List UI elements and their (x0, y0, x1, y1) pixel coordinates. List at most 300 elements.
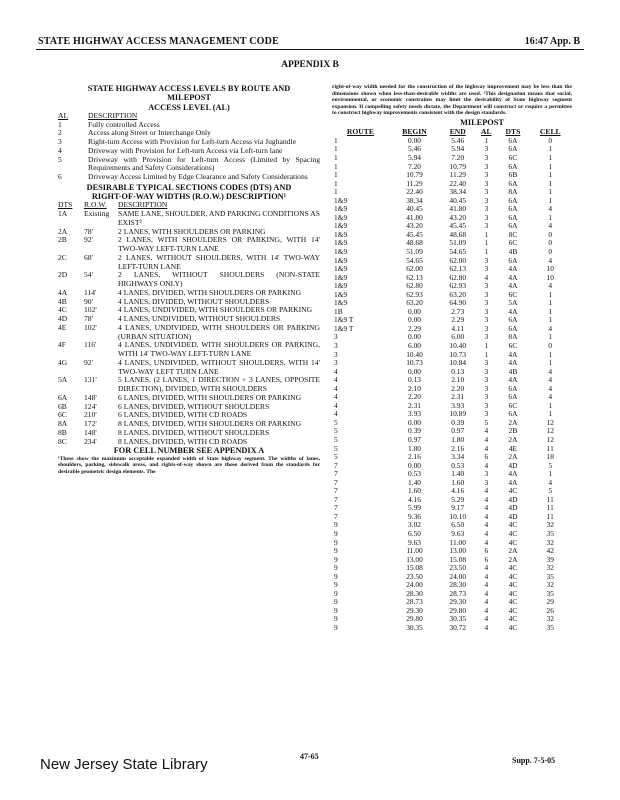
milepost-cell-cell: 35 (546, 529, 554, 539)
milepost-route-cell: 9 (334, 563, 338, 573)
milepost-al-cell: 4 (484, 537, 489, 547)
milepost-end-cell: 10.84 (449, 358, 467, 368)
milepost-dts-cell: 2A (508, 435, 518, 444)
header-rule (36, 49, 584, 50)
row-width: 124' (84, 401, 97, 411)
milepost-dts-cell: 4C (508, 520, 518, 530)
milepost-begin-cell: 6.00 (408, 340, 421, 350)
row-width: 78' (84, 226, 93, 236)
milepost-cell-cell: 5 (548, 486, 553, 496)
milepost-begin-cell: 24.00 (406, 580, 423, 590)
milepost-end-cell: 2.31 (451, 392, 465, 402)
milepost-route-cell: 4 (334, 409, 338, 419)
milepost-end-cell: 30.35 (449, 614, 467, 624)
milepost-dts-cell: 4B (508, 366, 518, 376)
milepost-al-cell: 3 (484, 170, 489, 180)
milepost-end-cell: 11.00 (449, 537, 466, 547)
milepost-route-cell: 1&9 (334, 212, 348, 222)
milepost-dts-cell: 6A (508, 392, 518, 402)
milepost-al-cell: 3 (484, 477, 489, 487)
milepost-begin-cell: 11.29 (406, 178, 423, 188)
milepost-route-cell: 9 (334, 554, 338, 564)
row-width: 210' (84, 410, 97, 420)
milepost-end-cell: 41.80 (449, 204, 467, 214)
milepost-dts-cell: 4E (508, 443, 518, 453)
milepost-col-header: CELL (539, 127, 561, 137)
milepost-route-cell: 1 (334, 170, 338, 180)
milepost-end-cell: 40.45 (449, 195, 467, 205)
section-description: 4 LANES, UNDIVIDED, WITH SHOULDERS OR PARKING (URBAN SITUATION) (118, 322, 320, 341)
row-width: Existing (84, 209, 110, 219)
milepost-dts-cell: 4A (508, 281, 518, 291)
milepost-end-cell: 54.65 (449, 246, 467, 256)
milepost-cell-cell: 1 (548, 469, 553, 479)
milepost-al-cell: 3 (484, 281, 489, 291)
milepost-route-cell: 9 (334, 537, 338, 547)
milepost-route-cell: 4 (334, 366, 338, 376)
milepost-end-cell: 2.16 (451, 443, 465, 453)
milepost-route-cell: 5 (334, 452, 338, 462)
section-description: 4 LANES, UNDIVIDED, WITHOUT SHOULDERS, WITH 14' TWO-WAY LEFT TURN LANE (118, 357, 320, 376)
milepost-cell-cell: 1 (548, 144, 553, 154)
milepost-end-cell: 10.89 (449, 409, 467, 419)
milepost-end-cell: 62.00 (449, 255, 467, 265)
milepost-dts-cell: 4D (508, 460, 518, 470)
milepost-dts-cell: 4D (508, 511, 518, 521)
row-width: 78' (84, 314, 93, 324)
milepost-dts-cell: 4A (508, 358, 518, 368)
milepost-row (332, 624, 572, 633)
milepost-dts-cell: 6A (508, 178, 518, 188)
milepost-dts-cell: 6C (508, 400, 518, 410)
milepost-route-cell: 4 (334, 400, 338, 410)
row-width: 148' (84, 427, 97, 437)
access-level-description: Fully controlled Access (88, 119, 160, 129)
milepost-cell-cell: 1 (548, 332, 553, 342)
milepost-dts-cell: 6C (508, 340, 518, 350)
milepost-dts-cell: 6A (508, 323, 518, 333)
row-col-header: R.O.W. (84, 200, 107, 210)
milepost-begin-cell: 5.46 (408, 144, 421, 154)
milepost-al-cell: 4 (484, 529, 489, 539)
milepost-end-cell: 4.16 (451, 486, 465, 496)
milepost-dts-cell: 8A (508, 187, 518, 197)
milepost-dts-cell: 4C (508, 486, 518, 496)
milepost-begin-cell: 0.00 (408, 366, 421, 376)
milepost-begin-cell: 13.00 (406, 554, 423, 564)
milepost-end-cell: 22.40 (449, 178, 467, 188)
milepost-al-cell: 1 (484, 349, 489, 359)
milepost-dts-cell: 4A (508, 477, 518, 487)
footer-page-number: 47-65 (300, 752, 319, 761)
milepost-al-cell: 3 (484, 375, 489, 385)
milepost-route-cell: 1 (334, 152, 338, 162)
milepost-begin-cell: 0.00 (408, 417, 421, 427)
milepost-al-cell: 4 (484, 614, 489, 624)
milepost-dts-cell: 4C (508, 529, 518, 539)
dts-code: 4G (58, 357, 68, 367)
milepost-route-cell: 1&9 (334, 229, 348, 239)
milepost-al-cell: 4 (484, 426, 489, 436)
milepost-cell-cell: 42 (546, 546, 554, 556)
milepost-begin-cell: 29.30 (406, 605, 423, 615)
milepost-end-cell: 43.20 (449, 212, 467, 222)
typical-section-row (58, 359, 320, 377)
milepost-cell-cell: 32 (546, 563, 554, 573)
access-level-code: 4 (58, 145, 62, 155)
milepost-route-cell: 3 (334, 349, 338, 359)
milepost-al-cell: 3 (484, 161, 489, 171)
milepost-begin-cell: 10.79 (406, 170, 423, 180)
milepost-dts-cell: 2A (508, 554, 518, 564)
dts-code: 4A (58, 287, 68, 297)
milepost-route-cell: 9 (334, 520, 338, 530)
row-width: 234' (84, 436, 97, 446)
milepost-dts-cell: 6A (508, 221, 518, 231)
milepost-cell-cell: 4 (548, 477, 553, 487)
milepost-al-cell: 4 (484, 623, 489, 633)
milepost-end-cell: 2.29 (451, 315, 465, 325)
milepost-cell-cell: 10 (546, 264, 554, 274)
milepost-al-cell: 3 (484, 204, 489, 214)
milepost-end-cell: 0.13 (451, 366, 465, 376)
milepost-end-cell: 2.20 (451, 383, 465, 393)
milepost-al-cell: 4 (484, 563, 489, 573)
milepost-begin-cell: 15.08 (406, 563, 423, 573)
dts-code: 4D (58, 314, 68, 324)
milepost-route-cell: 1&9 (334, 289, 348, 299)
milepost-al-cell: 4 (484, 605, 489, 615)
milepost-route-cell: 1&9 T (334, 323, 354, 333)
footer-supplement: Supp. 7-5-05 (512, 756, 556, 765)
milepost-begin-cell: 1.60 (408, 486, 421, 496)
milepost-begin-cell: 10.40 (406, 349, 423, 359)
row-width: 90' (84, 296, 93, 306)
milepost-begin-cell: 45.45 (406, 229, 423, 239)
milepost-cell-cell: 4 (548, 375, 553, 385)
milepost-route-cell: 9 (334, 614, 338, 624)
milepost-cell-cell: 4 (548, 255, 553, 265)
milepost-route-cell: 9 (334, 580, 338, 590)
milepost-end-cell: 28.73 (449, 588, 467, 598)
milepost-dts-cell: 6A (508, 161, 518, 171)
milepost-cell-cell: 12 (546, 417, 554, 427)
milepost-al-cell: 1 (484, 246, 489, 256)
dts-code: 2A (58, 226, 68, 236)
milepost-route-cell: 7 (334, 486, 338, 496)
milepost-dts-cell: 6A (508, 195, 518, 205)
milepost-al-cell: 3 (484, 289, 489, 299)
milepost-end-cell: 6.50 (451, 520, 465, 530)
milepost-dts-cell: 6A (508, 383, 518, 393)
running-header-section: 16:47 App. B (524, 36, 580, 47)
milepost-end-cell: 29.30 (449, 597, 467, 607)
milepost-end-cell: 45.45 (449, 221, 467, 231)
milepost-begin-cell: 1.80 (408, 443, 421, 453)
row-width: 92' (84, 235, 93, 245)
dts-code: 8C (58, 436, 67, 446)
milepost-dts-cell: 6A (508, 204, 518, 214)
milepost-cell-cell: 1 (548, 409, 553, 419)
milepost-route-cell: 5 (334, 435, 338, 444)
milepost-begin-cell: 28.30 (406, 588, 423, 598)
al-col-header: AL (58, 110, 69, 120)
section-description: 8 LANES, DIVIDED, WITHOUT SHOULDERS (118, 427, 270, 437)
milepost-dts-cell: 2A (508, 417, 518, 427)
dts-desc-col-header: DESCRIPTION (118, 200, 168, 210)
footer-library: New Jersey State Library (40, 756, 208, 773)
milepost-cell-cell: 1 (548, 289, 553, 299)
milepost-begin-cell: 43.20 (406, 221, 423, 231)
milepost-end-cell: 6.00 (451, 332, 465, 342)
milepost-route-cell: 1&9 T (334, 315, 354, 325)
milepost-table (332, 128, 572, 632)
milepost-end-cell: 48.68 (449, 229, 467, 239)
milepost-end-cell: 0.39 (451, 417, 465, 427)
milepost-al-cell: 3 (484, 152, 489, 162)
section-description: 2 LANES, WITH SHOULDERS OR PARKING, WITH 14' TWO-WAY LEFT-TURN LANE (118, 235, 320, 254)
section-description: 4 LANES, UNDIVIDED, WITH SHOULDERS OR PARKING, WITH 14' TWO-WAY LEFT-TURN LANE (118, 340, 320, 359)
milepost-dts-cell: 6A (508, 315, 518, 325)
milepost-al-cell: 3 (484, 195, 489, 205)
milepost-end-cell: 5.29 (451, 494, 465, 504)
milepost-al-cell: 3 (484, 264, 489, 274)
typical-section-row (58, 254, 320, 272)
milepost-route-cell: 7 (334, 469, 338, 479)
milepost-end-cell: 3.93 (451, 400, 465, 410)
milepost-cell-cell: 4 (548, 323, 553, 333)
milepost-cell-cell: 35 (546, 571, 554, 581)
milepost-end-cell: 2.73 (451, 306, 465, 316)
milepost-al-cell: 4 (484, 435, 489, 444)
milepost-route-cell: 9 (334, 623, 338, 633)
milepost-route-cell: 1 (334, 161, 338, 171)
milepost-col-header: END (449, 127, 466, 137)
milepost-end-cell: 23.50 (449, 563, 467, 573)
milepost-begin-cell: 62.13 (406, 272, 423, 282)
row-width: 114' (84, 287, 97, 297)
milepost-al-cell: 3 (484, 187, 489, 197)
section-description: 6 LANES, DIVIDED, WITH SHOULDERS OR PARKING (118, 392, 302, 402)
milepost-begin-cell: 2.10 (408, 383, 421, 393)
milepost-al-cell: 4 (484, 503, 489, 513)
milepost-end-cell: 1.80 (451, 435, 465, 444)
section-description: 4 LANES, DIVIDED, WITH SHOULDERS OR PARKING (118, 287, 302, 297)
milepost-dts-cell: 6C (508, 289, 518, 299)
milepost-dts-cell: 4C (508, 614, 518, 624)
milepost-title: MILEPOST (460, 117, 504, 127)
milepost-cell-cell: 32 (546, 580, 554, 590)
milepost-dts-cell: 6A (508, 255, 518, 265)
milepost-dts-cell: 6C (508, 238, 518, 248)
access-level-row (58, 173, 320, 182)
milepost-cell-cell: 0 (548, 229, 553, 239)
milepost-route-cell: 7 (334, 511, 338, 521)
milepost-begin-cell: 3.02 (408, 520, 421, 530)
access-level-description: Driveway with Provision for Left-turn Access via Left-turn lane (88, 145, 283, 155)
milepost-cell-cell: 1 (548, 161, 553, 171)
milepost-end-cell: 3.34 (451, 452, 465, 462)
section-description: 6 LANES, DIVIDED, WITHOUT SHOULDERS (118, 401, 270, 411)
milepost-dts-cell: 4A (508, 272, 518, 282)
milepost-al-cell: 3 (484, 469, 489, 479)
milepost-cell-cell: 32 (546, 614, 554, 624)
milepost-route-cell: 1&9 (334, 272, 348, 282)
milepost-end-cell: 13.00 (449, 546, 467, 556)
milepost-al-cell: 3 (484, 298, 489, 308)
milepost-al-cell: 6 (484, 554, 489, 564)
milepost-dts-cell: 4A (508, 349, 518, 359)
milepost-al-cell: 4 (484, 580, 489, 590)
access-level-code: 3 (58, 137, 62, 147)
typical-section-row (58, 341, 320, 359)
milepost-cell-cell: 4 (548, 221, 553, 231)
milepost-dts-cell: 8A (508, 332, 518, 342)
milepost-begin-cell: 30.35 (406, 623, 423, 633)
milepost-al-cell: 3 (484, 332, 489, 342)
milepost-route-cell: 7 (334, 477, 338, 487)
milepost-route-cell: 1&9 (334, 255, 348, 265)
milepost-end-cell: 62.93 (449, 281, 467, 291)
milepost-al-cell: 3 (484, 366, 489, 376)
row-width: 116' (84, 340, 97, 350)
milepost-route-cell: 9 (334, 588, 338, 598)
milepost-begin-cell: 5.94 (408, 152, 421, 162)
milepost-end-cell: 24.00 (449, 571, 467, 581)
right-column (332, 84, 572, 633)
milepost-cell-cell: 11 (546, 511, 554, 521)
milepost-route-cell: 1 (334, 178, 338, 188)
milepost-al-cell: 4 (484, 460, 489, 470)
milepost-end-cell: 51.09 (449, 238, 467, 248)
access-level-description: Driveway Access Limited by Edge Clearance and Safety Considerations (88, 172, 308, 182)
milepost-cell-cell: 18 (546, 452, 554, 462)
milepost-cell-cell: 1 (548, 152, 553, 162)
milepost-route-cell: 1B (334, 306, 343, 316)
milepost-al-cell: 3 (484, 409, 489, 419)
milepost-cell-cell: 0 (548, 246, 553, 256)
al-desc-col-header: DESCRIPTION (88, 110, 138, 120)
row-width: 54' (84, 270, 93, 280)
milepost-cell-cell: 29 (546, 597, 554, 607)
section-description: 5 LANES, (2 LANES, 1 DIRECTION + 3 LANES, OPPOSITE DIRECTION), DIVIDED, WITH SHOULDERS (118, 375, 320, 394)
milepost-dts-cell: 2A (508, 452, 518, 462)
milepost-al-cell: 3 (484, 144, 489, 154)
milepost-al-cell: 3 (484, 221, 489, 231)
milepost-dts-cell: 8C (508, 229, 518, 239)
milepost-dts-cell: 4C (508, 571, 518, 581)
milepost-al-cell: 3 (484, 358, 489, 368)
milepost-begin-cell: 0.53 (408, 469, 421, 479)
milepost-route-cell: 9 (334, 529, 338, 539)
milepost-cell-cell: 1 (548, 358, 553, 368)
typical-section-row (58, 271, 320, 289)
milepost-begin-cell: 48.68 (406, 238, 423, 248)
milepost-dts-cell: 6A (508, 144, 518, 154)
milepost-route-cell: 1&9 (334, 195, 348, 205)
milepost-begin-cell: 63.20 (406, 298, 423, 308)
dts-code: 4B (58, 296, 67, 306)
milepost-cell-cell: 12 (546, 435, 554, 444)
milepost-begin-cell: 0.00 (408, 332, 421, 342)
section-description: 8 LANES, DIVIDED, WITH CD ROADS (118, 436, 248, 446)
milepost-al-cell: 1 (484, 135, 489, 145)
dts-code: 6A (58, 392, 68, 402)
milepost-route-cell: 1&9 (334, 238, 348, 248)
row-width: 102' (84, 305, 97, 315)
milepost-al-cell: 6 (484, 546, 489, 556)
milepost-route-cell: 7 (334, 460, 338, 470)
milepost-dts-cell: 6C (508, 152, 518, 162)
milepost-route-cell: 4 (334, 383, 338, 393)
milepost-dts-cell: 6A (508, 212, 518, 222)
milepost-al-cell: 4 (484, 511, 489, 521)
milepost-al-cell: 3 (484, 383, 489, 393)
dts-code: 6C (58, 410, 67, 420)
milepost-cell-cell: 1 (548, 212, 553, 222)
typical-sections-title-2: RIGHT-OF-WAY WIDTHS (R.O.W.) DESCRIPTION¹ (91, 192, 287, 202)
typical-section-row (58, 438, 320, 447)
row-width: 172' (84, 419, 97, 429)
milepost-al-cell: 4 (484, 597, 489, 607)
milepost-cell-cell: 11 (546, 443, 554, 453)
dts-code: 6B (58, 401, 67, 411)
milepost-cell-cell: 0 (548, 340, 553, 350)
milepost-route-cell: 9 (334, 597, 338, 607)
milepost-cell-cell: 4 (548, 366, 553, 376)
milepost-end-cell: 7.20 (451, 152, 465, 162)
milepost-begin-cell: 0.00 (408, 306, 421, 316)
milepost-route-cell: 1&9 (334, 298, 348, 308)
milepost-dts-cell: 4C (508, 563, 518, 573)
milepost-route-cell: 3 (334, 340, 338, 350)
milepost-al-cell: 4 (484, 520, 489, 530)
milepost-route-cell: 3 (334, 358, 338, 368)
milepost-cell-cell: 35 (546, 623, 554, 633)
typical-section-row (58, 376, 320, 394)
milepost-begin-cell: 23.50 (406, 571, 423, 581)
milepost-cell-cell: 1 (548, 315, 553, 325)
milepost-al-cell: 4 (484, 588, 489, 598)
milepost-end-cell: 11.29 (449, 170, 466, 180)
milepost-route-cell: 1&9 (334, 281, 348, 291)
milepost-cell-cell: 10 (546, 272, 554, 282)
milepost-al-cell: 6 (484, 452, 489, 462)
milepost-begin-cell: 38.34 (406, 195, 423, 205)
milepost-dts-cell: 4D (508, 494, 518, 504)
milepost-al-cell: 4 (484, 272, 489, 282)
milepost-al-cell: 1 (484, 340, 489, 350)
milepost-end-cell: 63.20 (449, 289, 467, 299)
typical-section-row (58, 236, 320, 254)
milepost-route-cell: 9 (334, 571, 338, 581)
dts-code: 5A (58, 375, 68, 385)
section-description: 2 LANES, WITHOUT SHOULDERS (NON-STATE HIGHWAYS ONLY) (118, 270, 320, 289)
dts-code: 8B (58, 427, 67, 437)
milepost-al-cell: 4 (484, 571, 489, 581)
milepost-al-cell: 1 (484, 238, 489, 248)
milepost-route-cell: 1&9 (334, 204, 348, 214)
dts-code: 2C (58, 252, 67, 262)
milepost-al-cell: 3 (484, 392, 489, 402)
milepost-begin-cell: 9.63 (408, 537, 421, 547)
access-levels-title-2: MILEPOST (167, 93, 211, 103)
milepost-al-cell: 3 (484, 315, 489, 325)
milepost-route-cell: 1&9 (334, 264, 348, 274)
milepost-route-cell: 7 (334, 503, 338, 513)
milepost-col-header: BEGIN (402, 127, 427, 137)
milepost-begin-cell: 0.97 (408, 435, 421, 444)
